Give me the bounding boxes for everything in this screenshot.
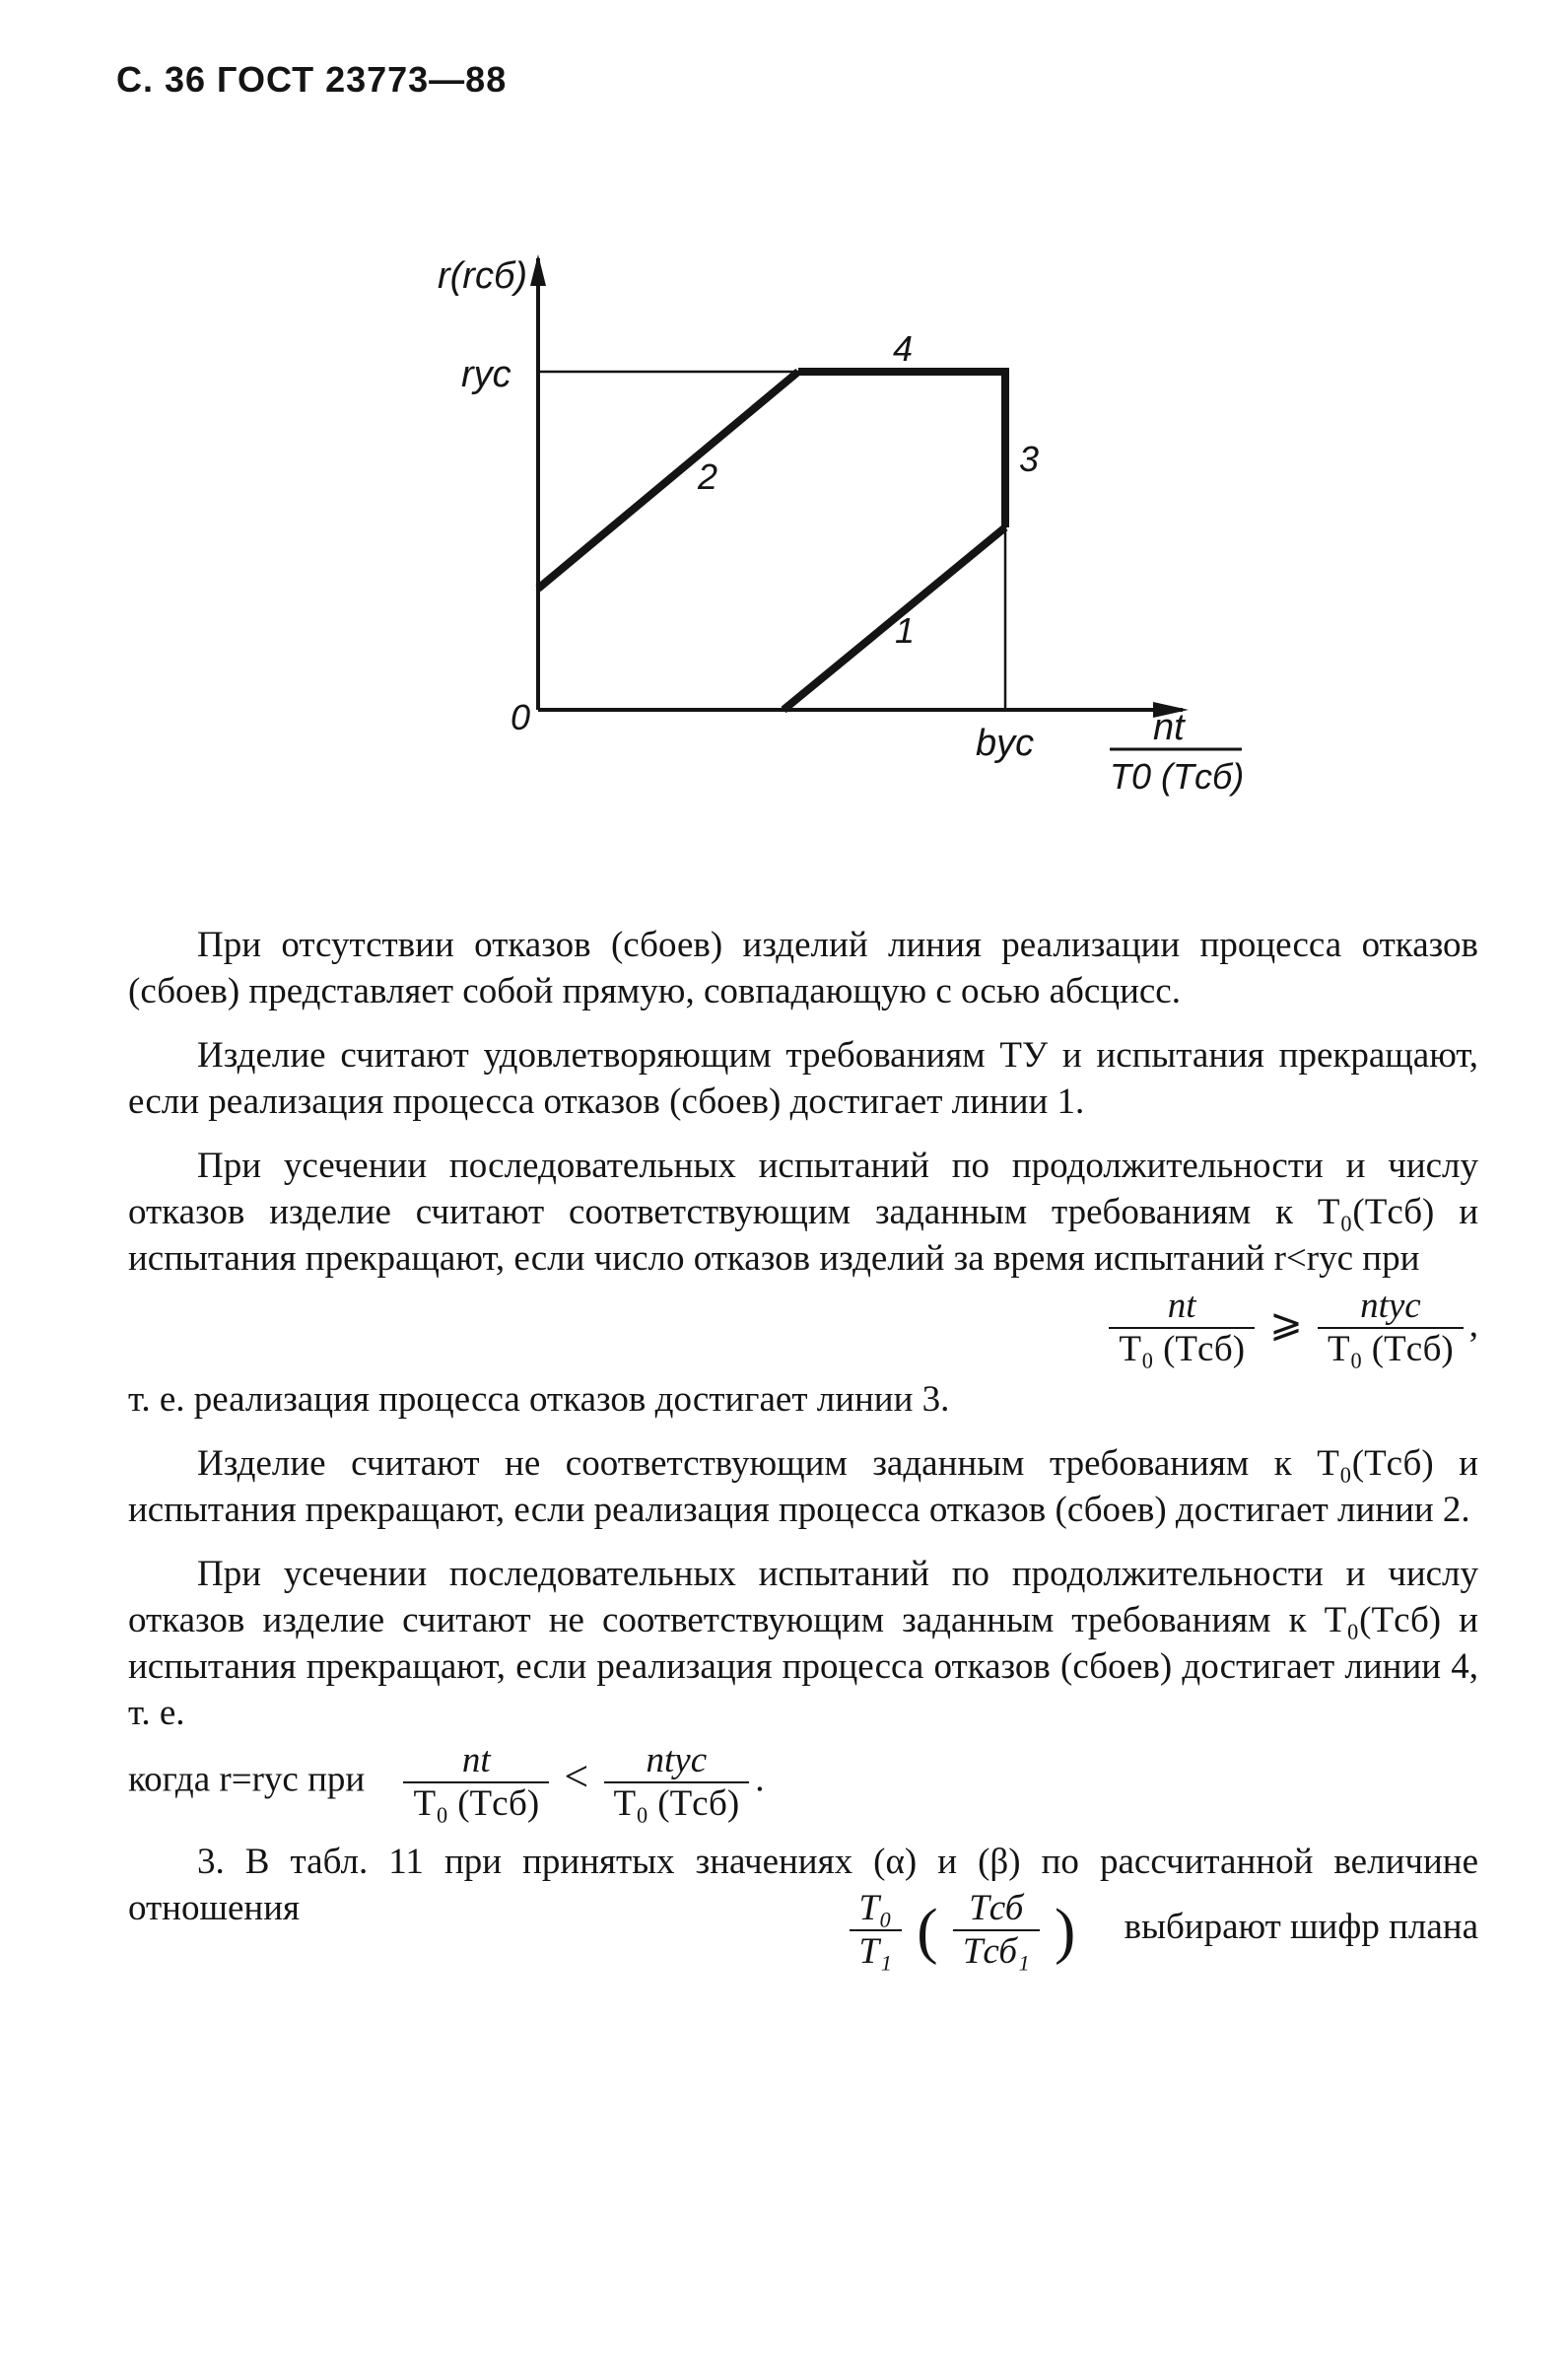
paragraph-table-11-end: выбирают шифр плана: [1124, 1907, 1478, 1948]
line-label-3: 3: [1019, 439, 1040, 479]
ge-sign: ⩾: [1269, 1300, 1303, 1346]
x-axis-label-den: T0 (Tсб): [1110, 756, 1245, 797]
line-label-2: 2: [698, 456, 718, 497]
paragraph-line-1: Изделие считают удовлетворяющим требованиям ТУ и испытания прекращают, если реализация процесса отказов (сбоев) достигает линии 1.: [128, 1035, 1478, 1122]
fraction-tsb-tsb1: $\frac{\text{Tсб}}{\text{Tсб₁}}$: [953, 1888, 1040, 1973]
x-axis-label-num: nt: [1153, 707, 1185, 748]
formula-r-equal-rus: когда r=rус при $\frac{nt}{\text{T₀ (Tсб)}}$ < $\frac{\text{ntус}}{\text{T₀ (Tсб)}}$ .: [128, 1740, 765, 1824]
formula-lead: когда r=rус при: [128, 1759, 366, 1800]
y-axis-label: r(rсб): [438, 255, 527, 297]
origin-label: 0: [511, 697, 531, 737]
paragraph-line-2: Изделие считают не соответствующим заданным требованиям к T₀(Tсб) и испытания прекращают, если реализация процесса отказов (сбоев) достигает линии 2.: [128, 1443, 1478, 1530]
y-tick-label: rус: [461, 354, 511, 395]
fraction-t0-t1: $\frac{\text{T₀}}{\text{T₁}}$: [850, 1888, 902, 1973]
line-2: [538, 372, 798, 589]
body-text: [128, 922, 1478, 1983]
paragraph-line-4: При усечении последовательных испытаний по продолжительности и числу отказов изделие считают не соответствующим заданным требованиям к T₀(Tсб) и испытания прекращают, если реализация процесса отказов (сбоев) достигает линии 4, т. е.: [128, 1554, 1478, 1733]
formula-ratio: $\frac{\text{T₀}}{\text{T₁}}$ ( $\frac{\text{Tсб}}{\text{Tсб₁}}$ ) выбирают шифр плана: [128, 1888, 1478, 1983]
lt-sign: <: [564, 1752, 589, 1801]
formula-r-less-rus: $\frac{nt}{\text{T₀ (Tсб)}}$ ⩾ $\frac{\text{ntус}}{\text{T₀ (Tсб)}}$ ,: [128, 1286, 1478, 1376]
x-tick-label: bус: [976, 723, 1035, 764]
fraction-nt-2: $\frac{nt}{\text{T₀ (Tсб)}}$: [403, 1740, 549, 1825]
paragraph-table-11: 3. В табл. 11 при принятых значениях (α) и (β) по рассчитанной величине отношения: [128, 1842, 1478, 1928]
paragraph-no-failures: При отсутствии отказов (сбоев) изделий линия реализации процесса отказов (сбоев) представляет собой прямую, совпадающую с осью абсцисс.: [128, 925, 1478, 1011]
fraction-nt-yc: $\frac{\text{ntус}}{\text{T₀ (Tсб)}}$: [1318, 1286, 1464, 1370]
line-label-4: 4: [893, 328, 914, 369]
fraction-nt: $\frac{nt}{\text{T₀ (Tсб)}}$: [1109, 1286, 1255, 1370]
y-axis-arrow: [530, 254, 546, 286]
line-label-1: 1: [895, 610, 916, 651]
fraction-nt-yc-2: $\frac{\text{ntус}}{\text{T₀ (Tсб)}}$: [604, 1740, 750, 1825]
paragraph-line-3-end: т. е. реализация процесса отказов достигает линии 3.: [128, 1379, 950, 1420]
paragraph-line-3: При усечении последовательных испытаний по продолжительности и числу отказов изделие считают соответствующим заданным требованиям к T₀(Tсб) и испытания прекращают, если число отказов изделий за время испытаний r<rус при: [128, 1146, 1478, 1279]
page-header: С. 36 ГОСТ 23773—88: [116, 59, 508, 100]
truncated-sequential-test-diagram: [0, 0, 1568, 887]
